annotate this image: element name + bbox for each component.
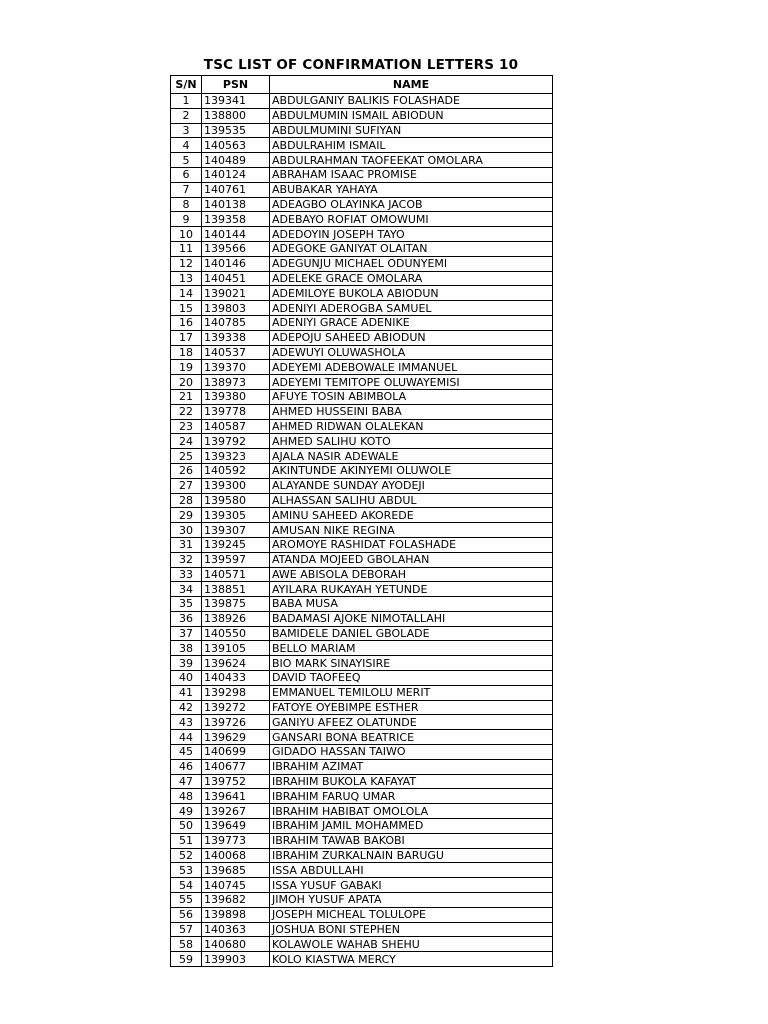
- sn-cell: 13: [171, 271, 202, 286]
- sn-cell: 5: [171, 153, 202, 168]
- table-row: [171, 434, 553, 449]
- name-cell: IBRAHIM FARUQ UMAR: [270, 789, 553, 804]
- sn-cell: 39: [171, 656, 202, 671]
- psn-cell: 140138: [202, 197, 270, 212]
- sn-cell: 33: [171, 567, 202, 582]
- table-row: [171, 789, 553, 804]
- psn-cell: 140785: [202, 315, 270, 330]
- name-cell: AWE ABISOLA DEBORAH: [270, 567, 553, 582]
- sn-cell: 50: [171, 819, 202, 834]
- sn-cell: 27: [171, 478, 202, 493]
- psn-cell: 139341: [202, 94, 270, 109]
- psn-cell: 140489: [202, 153, 270, 168]
- sn-cell: 49: [171, 804, 202, 819]
- name-cell: ABDULRAHIM ISMAIL: [270, 138, 553, 153]
- name-cell: AMINU SAHEED AKOREDE: [270, 508, 553, 523]
- table-row: [171, 493, 553, 508]
- psn-cell: 139803: [202, 301, 270, 316]
- sn-cell: 51: [171, 833, 202, 848]
- psn-cell: 140680: [202, 937, 270, 952]
- psn-cell: 139641: [202, 789, 270, 804]
- table-row: [171, 804, 553, 819]
- table-row: [171, 271, 553, 286]
- psn-cell: 140433: [202, 671, 270, 686]
- psn-cell: 139792: [202, 434, 270, 449]
- name-cell: ADENIYI GRACE ADENIKE: [270, 315, 553, 330]
- table-header-row: [171, 76, 553, 94]
- name-cell: JOSHUA BONI STEPHEN: [270, 922, 553, 937]
- name-cell: ATANDA MOJEED GBOLAHAN: [270, 552, 553, 567]
- psn-cell: 139300: [202, 478, 270, 493]
- psn-cell: 140699: [202, 745, 270, 760]
- table-row: [171, 685, 553, 700]
- table-row: [171, 123, 553, 138]
- table-row: [171, 227, 553, 242]
- sn-cell: 47: [171, 774, 202, 789]
- name-cell: FATOYE OYEBIMPE ESTHER: [270, 700, 553, 715]
- name-cell: IBRAHIM ZURKALNAIN BARUGU: [270, 848, 553, 863]
- name-cell: ABUBAKAR YAHAYA: [270, 182, 553, 197]
- name-cell: AFUYE TOSIN ABIMBOLA: [270, 389, 553, 404]
- table-row: [171, 241, 553, 256]
- table-row: [171, 360, 553, 375]
- sn-cell: 37: [171, 626, 202, 641]
- psn-cell: 140363: [202, 922, 270, 937]
- sn-cell: 6: [171, 167, 202, 182]
- name-cell: KOLAWOLE WAHAB SHEHU: [270, 937, 553, 952]
- table-row: [171, 138, 553, 153]
- name-cell: AHMED SALIHU KOTO: [270, 434, 553, 449]
- name-cell: ISSA ABDULLAHI: [270, 863, 553, 878]
- name-cell: JIMOH YUSUF APATA: [270, 893, 553, 908]
- table-row: [171, 937, 553, 952]
- psn-cell: 140451: [202, 271, 270, 286]
- name-cell: ISSA YUSUF GABAKI: [270, 878, 553, 893]
- sn-cell: 59: [171, 952, 202, 967]
- sn-cell: 30: [171, 523, 202, 538]
- sn-cell: 10: [171, 227, 202, 242]
- sn-cell: 14: [171, 286, 202, 301]
- table-row: [171, 759, 553, 774]
- sn-cell: 12: [171, 256, 202, 271]
- sn-cell: 11: [171, 241, 202, 256]
- psn-cell: 139358: [202, 212, 270, 227]
- table-row: [171, 715, 553, 730]
- psn-cell: 139682: [202, 893, 270, 908]
- name-cell: BELLO MARIAM: [270, 641, 553, 656]
- table-row: [171, 508, 553, 523]
- name-cell: GANIYU AFEEZ OLATUNDE: [270, 715, 553, 730]
- sn-cell: 24: [171, 434, 202, 449]
- name-cell: ADEGUNJU MICHAEL ODUNYEMI: [270, 256, 553, 271]
- psn-cell: 139778: [202, 404, 270, 419]
- psn-cell: 139370: [202, 360, 270, 375]
- psn-cell: 139726: [202, 715, 270, 730]
- psn-cell: 139875: [202, 597, 270, 612]
- table-row: [171, 730, 553, 745]
- table-row: [171, 597, 553, 612]
- name-cell: ADEYEMI TEMITOPE OLUWAYEMISI: [270, 375, 553, 390]
- psn-cell: 139685: [202, 863, 270, 878]
- column-header-psn: PSN: [202, 76, 270, 94]
- psn-cell: 139535: [202, 123, 270, 138]
- sn-cell: 16: [171, 315, 202, 330]
- name-cell: ALHASSAN SALIHU ABDUL: [270, 493, 553, 508]
- name-cell: ABDULGANIY BALIKIS FOLASHADE: [270, 94, 553, 109]
- table-row: [171, 375, 553, 390]
- sn-cell: 21: [171, 389, 202, 404]
- sn-cell: 20: [171, 375, 202, 390]
- psn-cell: 139307: [202, 523, 270, 538]
- name-cell: BAMIDELE DANIEL GBOLADE: [270, 626, 553, 641]
- name-cell: ADEPOJU SAHEED ABIODUN: [270, 330, 553, 345]
- table-row: [171, 567, 553, 582]
- table-row: [171, 389, 553, 404]
- psn-cell: 140677: [202, 759, 270, 774]
- table-row: [171, 108, 553, 123]
- table-row: [171, 345, 553, 360]
- name-cell: AHMED HUSSEINI BABA: [270, 404, 553, 419]
- name-cell: GIDADO HASSAN TAIWO: [270, 745, 553, 760]
- sn-cell: 35: [171, 597, 202, 612]
- psn-cell: 140537: [202, 345, 270, 360]
- sn-cell: 31: [171, 537, 202, 552]
- table-row: [171, 863, 553, 878]
- table-row: [171, 404, 553, 419]
- sn-cell: 1: [171, 94, 202, 109]
- table-row: [171, 301, 553, 316]
- name-cell: AHMED RIDWAN OLALEKAN: [270, 419, 553, 434]
- psn-cell: 140563: [202, 138, 270, 153]
- psn-cell: 139752: [202, 774, 270, 789]
- sn-cell: 44: [171, 730, 202, 745]
- psn-cell: 139649: [202, 819, 270, 834]
- psn-cell: 139298: [202, 685, 270, 700]
- sn-cell: 54: [171, 878, 202, 893]
- name-cell: ABDULMUMINI SUFIYAN: [270, 123, 553, 138]
- sn-cell: 17: [171, 330, 202, 345]
- table-row: [171, 922, 553, 937]
- name-cell: ADEBAYO ROFIAT OMOWUMI: [270, 212, 553, 227]
- name-cell: BIO MARK SINAYISIRE: [270, 656, 553, 671]
- table-row: [171, 848, 553, 863]
- table-row: [171, 419, 553, 434]
- sn-cell: 48: [171, 789, 202, 804]
- sn-cell: 7: [171, 182, 202, 197]
- name-cell: JOSEPH MICHEAL TOLULOPE: [270, 907, 553, 922]
- psn-cell: 140761: [202, 182, 270, 197]
- psn-cell: 139245: [202, 537, 270, 552]
- page-title: TSC LIST OF CONFIRMATION LETTERS 10: [203, 57, 519, 73]
- table-row: [171, 523, 553, 538]
- sn-cell: 2: [171, 108, 202, 123]
- psn-cell: 139898: [202, 907, 270, 922]
- name-cell: ADEGOKE GANIYAT OLAITAN: [270, 241, 553, 256]
- table-row: [171, 537, 553, 552]
- psn-cell: 139629: [202, 730, 270, 745]
- psn-cell: 139380: [202, 389, 270, 404]
- psn-cell: 139272: [202, 700, 270, 715]
- name-cell: BABA MUSA: [270, 597, 553, 612]
- psn-cell: 138851: [202, 582, 270, 597]
- table-row: [171, 330, 553, 345]
- psn-cell: 138800: [202, 108, 270, 123]
- name-cell: AJALA NASIR ADEWALE: [270, 449, 553, 464]
- sn-cell: 26: [171, 463, 202, 478]
- sn-cell: 42: [171, 700, 202, 715]
- table-row: [171, 256, 553, 271]
- table-row: [171, 315, 553, 330]
- table-row: [171, 833, 553, 848]
- column-header-sn: S/N: [171, 76, 202, 94]
- psn-cell: 139597: [202, 552, 270, 567]
- table-row: [171, 182, 553, 197]
- table-row: [171, 167, 553, 182]
- name-cell: IBRAHIM TAWAB BAKOBI: [270, 833, 553, 848]
- table-row: [171, 463, 553, 478]
- name-cell: ADEAGBO OLAYINKA JACOB: [270, 197, 553, 212]
- psn-cell: 139267: [202, 804, 270, 819]
- name-cell: AMUSAN NIKE REGINA: [270, 523, 553, 538]
- table-row: [171, 626, 553, 641]
- psn-cell: 139323: [202, 449, 270, 464]
- table-row: [171, 552, 553, 567]
- table-row: [171, 671, 553, 686]
- table-row: [171, 656, 553, 671]
- name-cell: ABDULMUMIN ISMAIL ABIODUN: [270, 108, 553, 123]
- psn-cell: 139338: [202, 330, 270, 345]
- name-cell: ALAYANDE SUNDAY AYODEJI: [270, 478, 553, 493]
- psn-cell: 140587: [202, 419, 270, 434]
- name-cell: ADEWUYI OLUWASHOLA: [270, 345, 553, 360]
- psn-cell: 139566: [202, 241, 270, 256]
- sn-cell: 38: [171, 641, 202, 656]
- name-cell: IBRAHIM JAMIL MOHAMMED: [270, 819, 553, 834]
- sn-cell: 28: [171, 493, 202, 508]
- sn-cell: 46: [171, 759, 202, 774]
- table-row: [171, 611, 553, 626]
- table-row: [171, 819, 553, 834]
- table-row: [171, 952, 553, 967]
- name-cell: AROMOYE RASHIDAT FOLASHADE: [270, 537, 553, 552]
- psn-cell: 139305: [202, 508, 270, 523]
- psn-cell: 140745: [202, 878, 270, 893]
- name-cell: GANSARI BONA BEATRICE: [270, 730, 553, 745]
- sn-cell: 32: [171, 552, 202, 567]
- psn-cell: 138926: [202, 611, 270, 626]
- sn-cell: 41: [171, 685, 202, 700]
- sn-cell: 36: [171, 611, 202, 626]
- table-row: [171, 700, 553, 715]
- name-cell: BADAMASI AJOKE NIMOTALLAHI: [270, 611, 553, 626]
- name-cell: ABRAHAM ISAAC PROMISE: [270, 167, 553, 182]
- table-row: [171, 774, 553, 789]
- sn-cell: 40: [171, 671, 202, 686]
- table-row: [171, 893, 553, 908]
- sn-cell: 19: [171, 360, 202, 375]
- sn-cell: 55: [171, 893, 202, 908]
- sn-cell: 15: [171, 301, 202, 316]
- sn-cell: 34: [171, 582, 202, 597]
- psn-cell: 139773: [202, 833, 270, 848]
- confirmation-list-table: [170, 75, 553, 967]
- name-cell: IBRAHIM HABIBAT OMOLOLA: [270, 804, 553, 819]
- column-header-name: NAME: [270, 76, 553, 94]
- name-cell: ADENIYI ADEROGBA SAMUEL: [270, 301, 553, 316]
- sn-cell: 45: [171, 745, 202, 760]
- name-cell: AKINTUNDE AKINYEMI OLUWOLE: [270, 463, 553, 478]
- name-cell: AYILARA RUKAYAH YETUNDE: [270, 582, 553, 597]
- sn-cell: 52: [171, 848, 202, 863]
- sn-cell: 18: [171, 345, 202, 360]
- psn-cell: 140124: [202, 167, 270, 182]
- psn-cell: 139580: [202, 493, 270, 508]
- name-cell: ADEYEMI ADEBOWALE IMMANUEL: [270, 360, 553, 375]
- table-row: [171, 197, 553, 212]
- sn-cell: 8: [171, 197, 202, 212]
- psn-cell: 140550: [202, 626, 270, 641]
- table-row: [171, 449, 553, 464]
- sn-cell: 4: [171, 138, 202, 153]
- table-row: [171, 878, 553, 893]
- sn-cell: 58: [171, 937, 202, 952]
- table-row: [171, 478, 553, 493]
- sn-cell: 57: [171, 922, 202, 937]
- sn-cell: 29: [171, 508, 202, 523]
- name-cell: ABDULRAHMAN TAOFEEKAT OMOLARA: [270, 153, 553, 168]
- sn-cell: 22: [171, 404, 202, 419]
- table-row: [171, 641, 553, 656]
- name-cell: ADEDOYIN JOSEPH TAYO: [270, 227, 553, 242]
- name-cell: IBRAHIM BUKOLA KAFAYAT: [270, 774, 553, 789]
- sn-cell: 3: [171, 123, 202, 138]
- psn-cell: 139105: [202, 641, 270, 656]
- psn-cell: 139624: [202, 656, 270, 671]
- name-cell: DAVID TAOFEEQ: [270, 671, 553, 686]
- table-row: [171, 745, 553, 760]
- table-row: [171, 212, 553, 227]
- psn-cell: 140068: [202, 848, 270, 863]
- psn-cell: 140146: [202, 256, 270, 271]
- sn-cell: 23: [171, 419, 202, 434]
- name-cell: EMMANUEL TEMILOLU MERIT: [270, 685, 553, 700]
- name-cell: KOLO KIASTWA MERCY: [270, 952, 553, 967]
- sn-cell: 25: [171, 449, 202, 464]
- name-cell: IBRAHIM AZIMAT: [270, 759, 553, 774]
- sn-cell: 56: [171, 907, 202, 922]
- psn-cell: 140592: [202, 463, 270, 478]
- psn-cell: 138973: [202, 375, 270, 390]
- table-row: [171, 582, 553, 597]
- table-row: [171, 907, 553, 922]
- table-row: [171, 153, 553, 168]
- name-cell: ADELEKE GRACE OMOLARA: [270, 271, 553, 286]
- name-cell: ADEMILOYE BUKOLA ABIODUN: [270, 286, 553, 301]
- table-row: [171, 286, 553, 301]
- table-row: [171, 94, 553, 109]
- sn-cell: 9: [171, 212, 202, 227]
- psn-cell: 140571: [202, 567, 270, 582]
- psn-cell: 139021: [202, 286, 270, 301]
- sn-cell: 53: [171, 863, 202, 878]
- psn-cell: 139903: [202, 952, 270, 967]
- sn-cell: 43: [171, 715, 202, 730]
- psn-cell: 140144: [202, 227, 270, 242]
